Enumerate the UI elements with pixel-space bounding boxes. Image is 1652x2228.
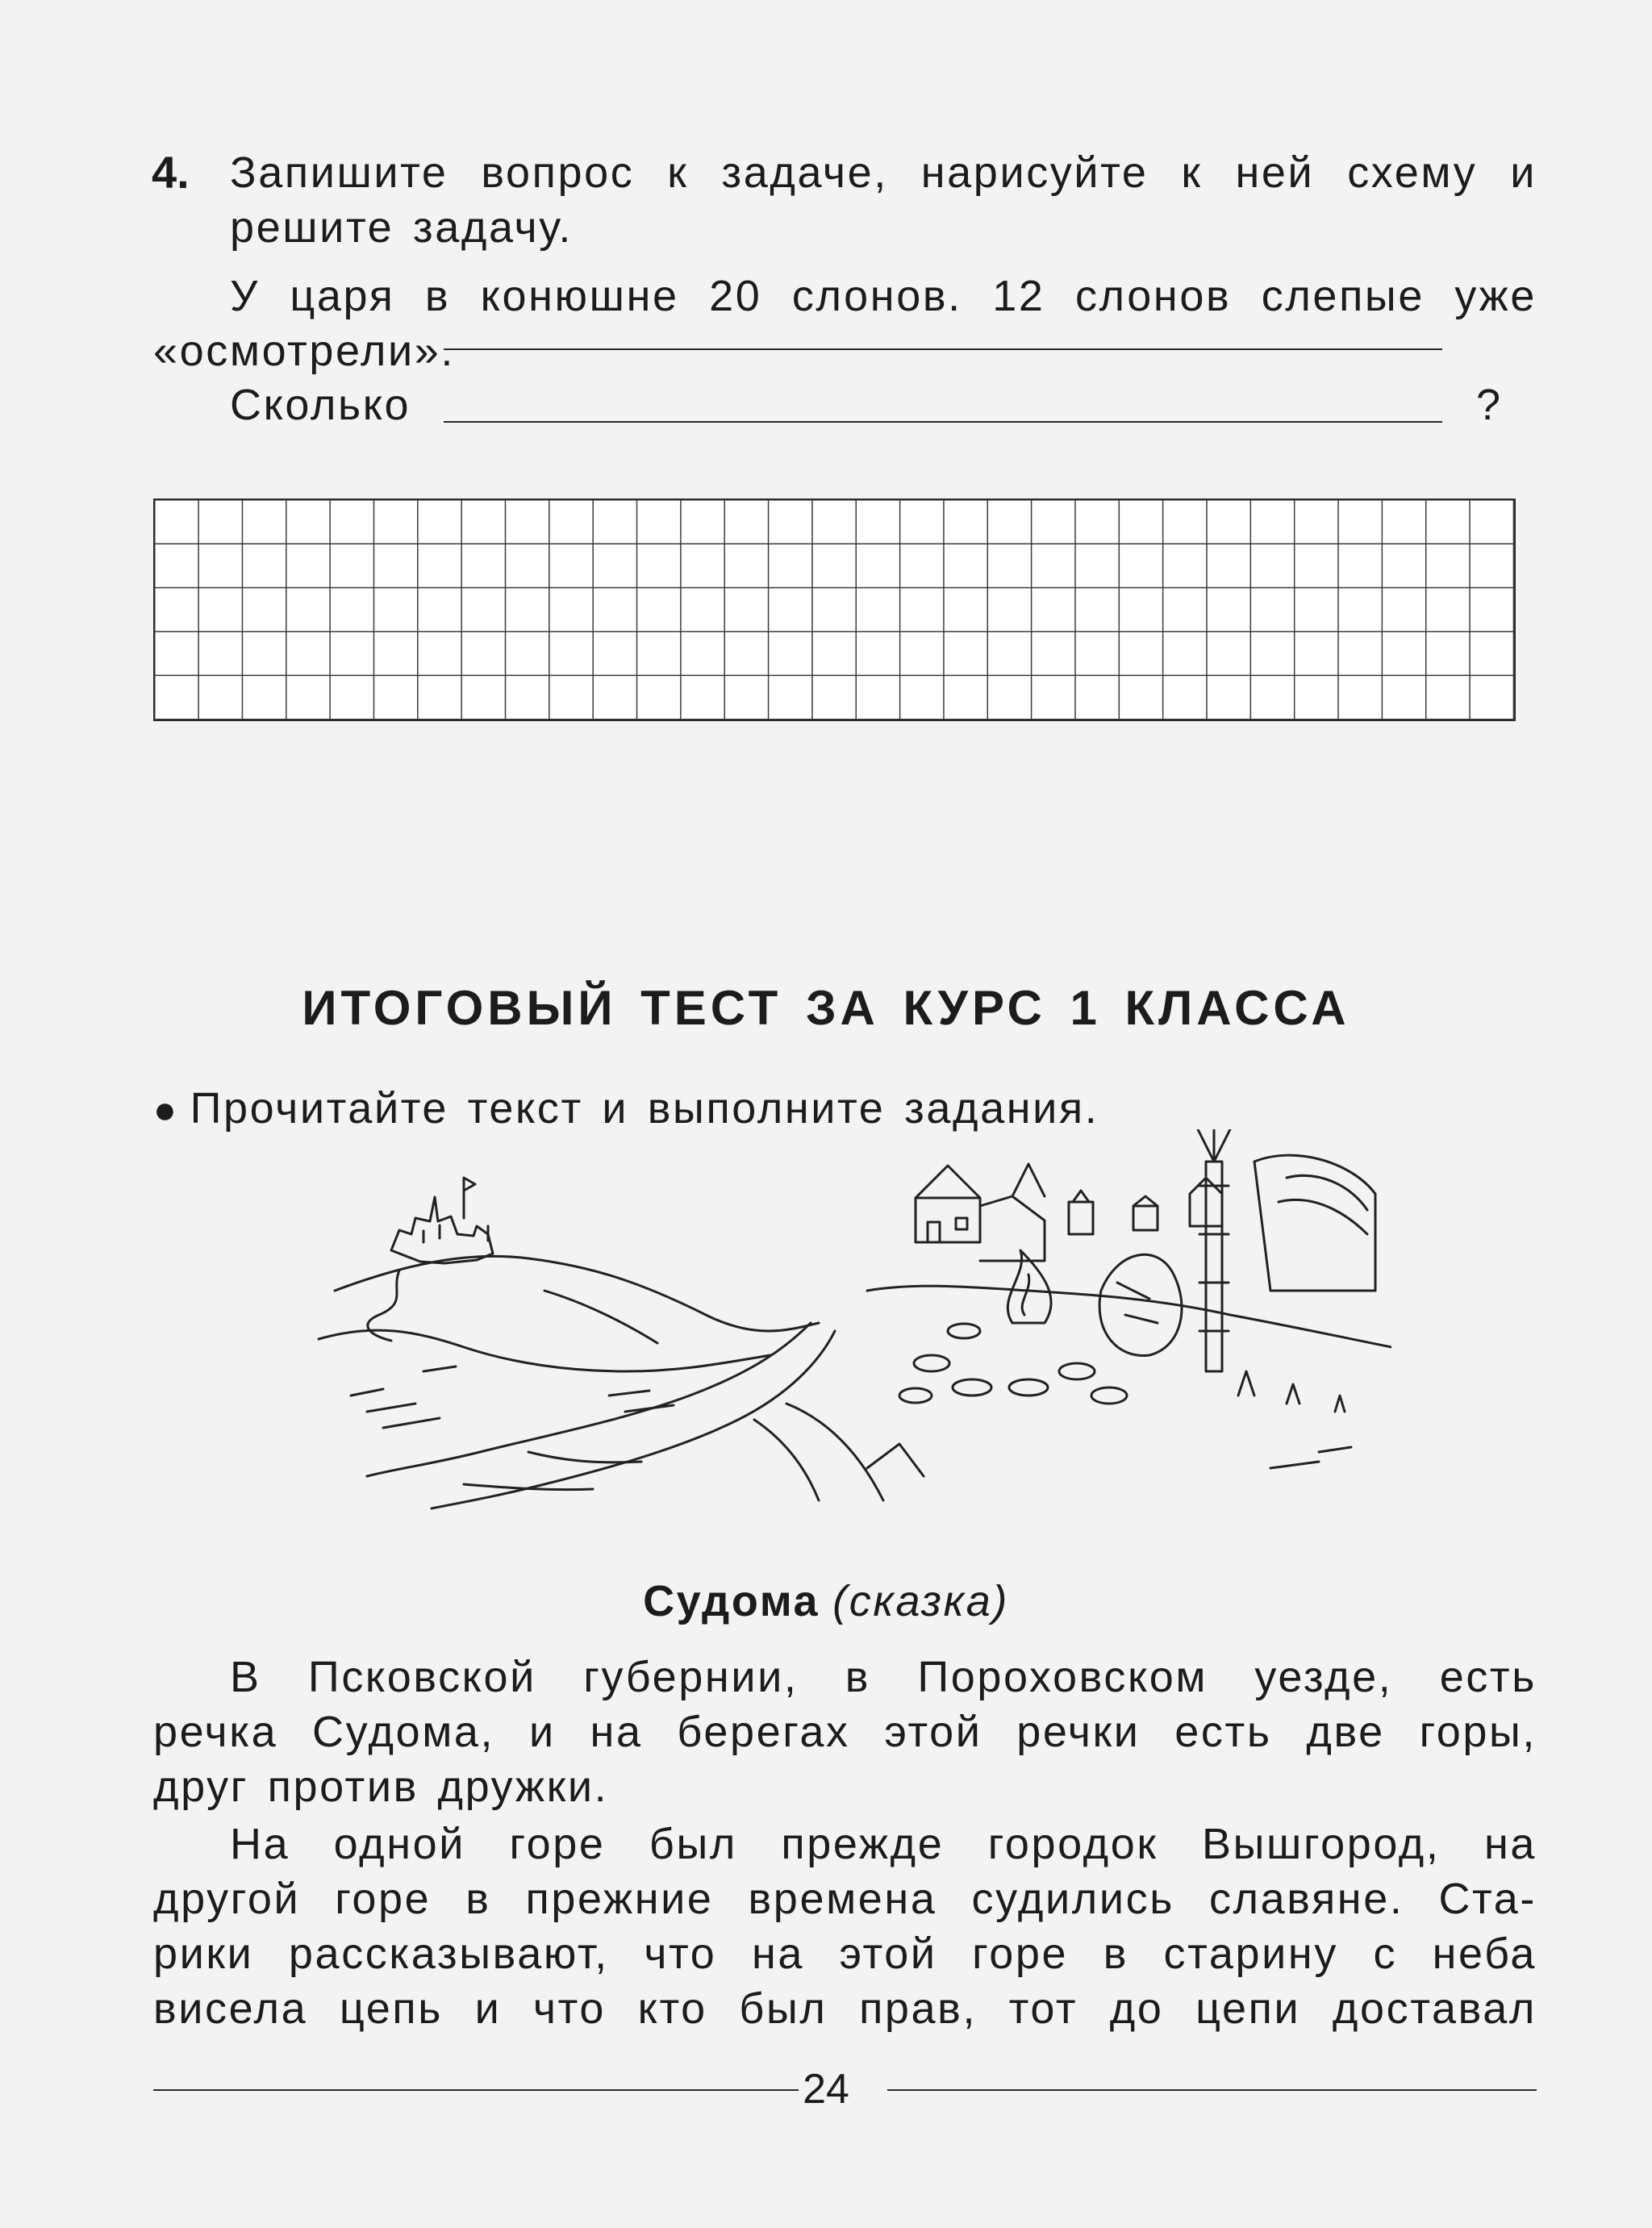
paragraph1-line-1: В Псковской губернии, в Пороховском уезде, есть	[230, 1653, 1537, 1701]
paragraph1-line-3: друг против дружки.	[153, 1763, 609, 1811]
page-number: 24	[803, 2066, 849, 2113]
paragraph2-line-2: другой горе в прежние времена судились славяне. Ста-	[153, 1875, 1537, 1923]
story-title	[0, 1573, 1652, 1629]
task-condition-line-1: У царя в конюшне 20 слонов. 12 слонов слепые уже	[230, 272, 1537, 320]
paragraph2-line-1: На одной горе был прежде городок Вышгород, на	[230, 1820, 1537, 1868]
task-prompt-line-2: решите задачу.	[230, 203, 573, 252]
paragraph1-line-2: речка Судома, и на берегах этой речки есть две горы,	[153, 1708, 1537, 1756]
bullet-icon: ●	[153, 1089, 179, 1132]
landscape-illustration	[302, 1129, 1391, 1517]
section-title: ИТОГОВЫЙ ТЕСТ ЗА КУРС 1 КЛАССА	[302, 981, 1350, 1035]
question-start: Сколько	[230, 381, 411, 429]
paragraph2-line-4: висела цепь и что кто был прав, тот до цепи доставал	[153, 1984, 1537, 2033]
answer-line-1[interactable]	[444, 348, 1442, 350]
instruction-text: Прочитайте текст и выполните задания.	[190, 1084, 1099, 1133]
task-number: 4.	[152, 147, 190, 198]
task-prompt-line-1: Запишите вопрос к задаче, нарисуйте к ней схему и	[230, 148, 1537, 197]
solution-grid[interactable]	[153, 499, 1516, 721]
paragraph2-line-3: рики рассказывают, что на этой горе в старину с неба	[153, 1930, 1537, 1978]
footer-rule-left	[153, 2089, 799, 2091]
story-name: Судома	[643, 1577, 820, 1625]
answer-line-2[interactable]	[444, 421, 1442, 423]
story-genre: (сказка)	[832, 1577, 1009, 1625]
footer-rule-right	[887, 2089, 1537, 2091]
question-mark: ?	[1476, 381, 1503, 429]
task-condition-line-2: «осмотрели».	[153, 327, 455, 375]
